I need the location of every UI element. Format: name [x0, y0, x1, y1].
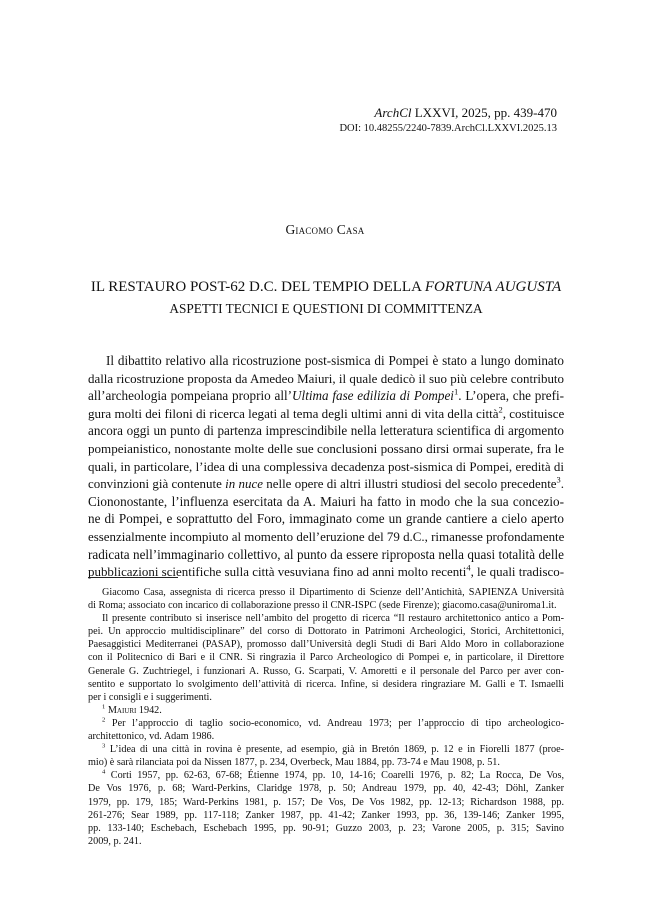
doi: DOI: 10.48255/2240-7839.ArchCl.LXXVI.2025.13: [339, 123, 557, 134]
article-title: [88, 278, 564, 297]
body-line: [88, 440, 564, 458]
text-span: Corti 1957, pp. 62-63, 67-68; Étienne 1974, pp. 10, 14-16; Coarelli 1976, p. 82; La Rocca, De Vos,: [105, 770, 564, 782]
text-span: essenzialmente incompiuto al momento dell’eruzione del 79 d.C., rimanesse profondamente: [88, 528, 565, 544]
footnote-3: [88, 743, 564, 769]
text-span: pubblicazioni scientifiche sulla città vesuviana fino ad anni molto recenti: [88, 564, 467, 580]
text-span: nelle opere di altri illustri studiosi del secolo precedente: [262, 476, 557, 492]
body-line: [88, 475, 564, 493]
text-span: convinzioni già contenute: [88, 476, 226, 492]
text-span: . L’opera, che prefi-: [458, 388, 564, 404]
body-line: [88, 370, 564, 388]
text-span: 2009, p. 241.: [88, 835, 142, 847]
footnote-1: [88, 704, 564, 717]
text-span: Ultima fase edilizia di Pompei: [292, 388, 454, 404]
body-line: [88, 422, 564, 440]
journal-volume-pages: LXXVI, 2025, pp. 439-470: [411, 105, 557, 120]
text-span: Per l’approccio di taglio socio-economico, vd. Andreau 1973; per l’approccio di tipo archeologico-: [105, 717, 564, 729]
text-span: radicata nell’immaginario collettivo, al punto da essere riproposta nella quasi totalità delle: [88, 546, 564, 562]
footnote-ref: 3: [556, 475, 561, 485]
text-span: in nuce: [225, 476, 263, 492]
title-main: IL RESTAURO POST-62 D.C. DEL TEMPIO DELLA: [90, 279, 425, 295]
text-span: Paesaggistici Mediterranei (PASAP), promosso dall’Università degli Studi di Bari Aldo Moro in collaborazione: [88, 639, 564, 651]
article-subtitle: ASPETTI TECNICI E QUESTIONI DI COMMITTENZA: [169, 301, 483, 316]
footnote-ref: 2: [498, 404, 503, 415]
text-span: di Roma; associato con incarico di collaborazione presso il CNR-ISPC (sede Firenze); giacomo.casa@uniroma1.it.: [88, 600, 557, 612]
footnote-author: [88, 586, 564, 612]
text-span: sentito e supportato lo svolgimento dell’attività di ricerca. Infine, si desidera ringraziare M. Galli e T. Ismaelli: [88, 678, 564, 690]
body-line: [88, 528, 564, 546]
text-span: L’idea di una città in rovina è presente, ad esempio, già in Bretón 1869, p. 12 e in Fiorelli 1877 (proe-: [105, 744, 564, 756]
text-span: Giacomo Casa, assegnista di ricerca presso il Dipartimento di Scienze dell’Antichità, SAPIENZA Università: [102, 587, 564, 598]
text-span: ancora oggi un punto di partenza imprescindibile nella letteratura scientifica di argomento: [88, 423, 564, 439]
text-span: quali, in particolare, l’idea di una complessiva decadenza post-sismica di Pompei, eredità di: [88, 458, 564, 474]
footnote-ref: 4: [466, 563, 471, 573]
text-span: , costituisce: [502, 405, 565, 421]
body-line: [88, 546, 564, 564]
text-span: con il Politecnico di Bari e il CNR. Si ringrazia il Parco Archeologico di Pompei e, in particolare, il Direttore: [88, 652, 564, 664]
title-italic: FORTUNA AUGUSTA: [424, 279, 562, 295]
body-line: [88, 405, 564, 423]
text-span: 1: [102, 703, 106, 711]
text-span: Il dibattito relativo alla ricostruzione post-sismica di Pompei è stato a lungo dominato: [106, 353, 564, 368]
author-name: Giacomo Casa: [285, 222, 365, 237]
footnote-4: [88, 769, 564, 848]
text-span: all’archeologia pompeiana proprio all’: [88, 388, 293, 404]
footnote-acknowledgements: [88, 612, 564, 704]
text-span: pei. Un approccio multidisciplinare” del corso di Dottorato in Patrimoni Archeologici, Storici, Architettonici,: [88, 626, 564, 638]
journal-citation: [339, 105, 557, 121]
body-text: [88, 352, 564, 581]
text-span: .: [560, 476, 564, 492]
body-line: [88, 352, 564, 370]
footnote-ref: 1: [453, 386, 459, 397]
body-line: [88, 387, 564, 405]
text-span: pp. 133-140; Eschebach, Eschebach 1995, pp. 90-91; Guzzo 2003, p. 23; Varone 2005, p. 315; Savino: [88, 822, 564, 834]
text-span: 4: [102, 768, 106, 776]
text-span: dalla ricostruzione proposta da Amedeo Maiuri, il quale dedicò il suo più celebre contributo: [88, 370, 564, 386]
text-span: 1979, pp. 179, 185; Ward-Perkins 1981, p. 157; De Vos, De Vos 1982, pp. 12-13; Richardson 1988, pp.: [88, 796, 564, 808]
body-line: [88, 563, 564, 581]
journal-abbr: ArchCl: [374, 105, 412, 120]
text-span: gura molti dei filoni di ricerca legati al tema degli ultimi anni di vita della città: [88, 405, 499, 421]
footnote-separator: [88, 577, 178, 578]
text-span: 3: [102, 742, 106, 750]
text-span: architettonico, vd. Adam 1986.: [88, 731, 215, 743]
text-span: , le quali tradisco-: [470, 564, 565, 580]
text-span: 2: [102, 716, 106, 724]
body-line: [88, 458, 564, 476]
body-line: [88, 510, 564, 528]
text-span: De Vos 1976, p. 68; Ward-Perkins, Claridge 1978, p. 50; Andreau 1979, pp. 40, 42-43; Döhl, Zanker: [88, 783, 564, 795]
body-line: [88, 493, 564, 511]
text-span: mio) è sarà rilanciata poi da Nissen 1877, p. 234, Overbeck, Mau 1884, pp. 73-74 e Mau 1908, p. 51.: [88, 757, 500, 769]
text-span: Il presente contributo si inserisce nell’ambito del progetto di ricerca “Il restauro architettonico antico a Pom-: [102, 613, 564, 625]
text-span: ne di Pompei, e soprattutto del Foro, immaginato come un grande cantiere a cielo aperto: [88, 511, 564, 527]
footnotes: [88, 586, 564, 848]
text-span: Ciononostante, l’influenza esercitata da A. Maiuri ha fatto in modo che la sua concezio-: [88, 493, 564, 509]
text-span: Generale G. Zuchtriegel, i funzionari A. Russo, G. Scarpati, V. Amoretti e il personale del Parco per aver con-: [88, 665, 564, 677]
footnote-2: [88, 717, 564, 743]
journal-header: [339, 105, 557, 136]
text-span: per i consigli e i suggerimenti.: [88, 691, 212, 703]
text-span: 261-276; Sear 1989, pp. 117-118; Zanker 1987, pp. 41-42; Zanker 1993, pp. 36, 139-146; Zanker 1995,: [88, 809, 564, 821]
text-span: Maiuri 1942.: [105, 704, 162, 716]
text-span: pompeianistico, nonostante molte delle sue conclusioni possano dirsi ormai superate, fra le: [88, 440, 564, 456]
